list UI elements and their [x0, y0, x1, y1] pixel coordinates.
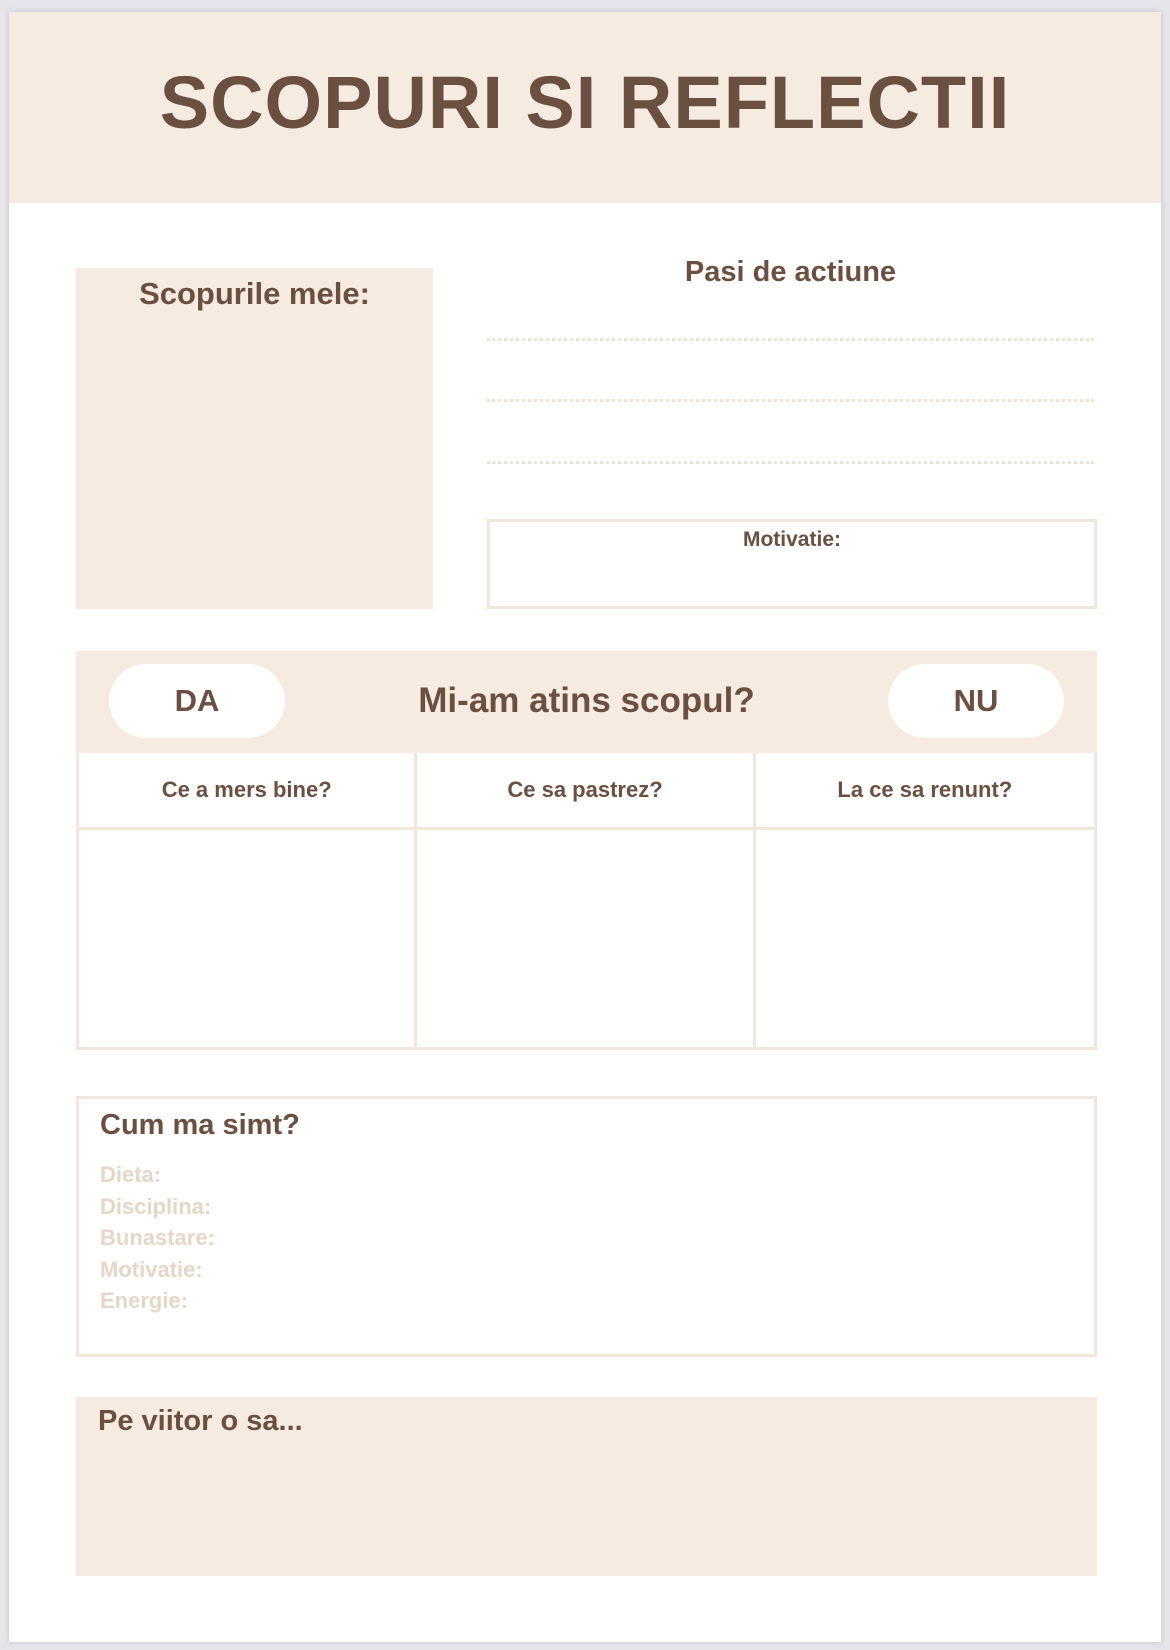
feeling-item-diet: Dieta: [100, 1162, 162, 1187]
goal-reached-bar [76, 651, 1097, 753]
goal-reached-question: Mi-am atins scopul? [418, 681, 755, 720]
feeling-item-motivation: Motivatie: [100, 1256, 203, 1282]
feelings-label: Cum ma simt? [100, 1109, 300, 1141]
my-goals-box[interactable] [76, 268, 433, 609]
future-box[interactable] [76, 1397, 1097, 1576]
column-header-went-well: Ce a mers bine? [79, 753, 417, 830]
worksheet-page [9, 12, 1161, 1642]
page-title: SCOPURI SI REFLECTII [159, 61, 1011, 144]
column-header-keep: Ce sa pastrez? [417, 753, 755, 830]
column-header-give-up: La ce sa renunt? [756, 753, 1094, 830]
give-up-cell[interactable] [756, 830, 1094, 1047]
future-label: Pe viitor o sa... [98, 1405, 303, 1437]
action-step-line-2[interactable] [487, 399, 1094, 402]
keep-cell[interactable] [417, 830, 755, 1047]
my-goals-label: Scopurile mele: [139, 276, 370, 311]
went-well-cell[interactable] [79, 830, 417, 1047]
action-step-line-1[interactable] [487, 338, 1094, 341]
header-banner [9, 12, 1161, 203]
feeling-item-discipline: Disciplina: [100, 1193, 212, 1219]
feeling-item-energy: Energie: [100, 1288, 189, 1313]
feeling-item-wellbeing: Bunastare: [100, 1225, 215, 1250]
feelings-box[interactable] [76, 1096, 1097, 1357]
motivation-box[interactable] [487, 519, 1097, 609]
yes-button[interactable]: DA [109, 664, 285, 738]
no-button[interactable]: NU [888, 664, 1064, 738]
action-step-line-3[interactable] [487, 461, 1094, 464]
motivation-label: Motivatie: [742, 528, 841, 551]
reflection-table [76, 753, 1097, 1050]
action-steps-title: Pasi de actiune [684, 256, 897, 288]
